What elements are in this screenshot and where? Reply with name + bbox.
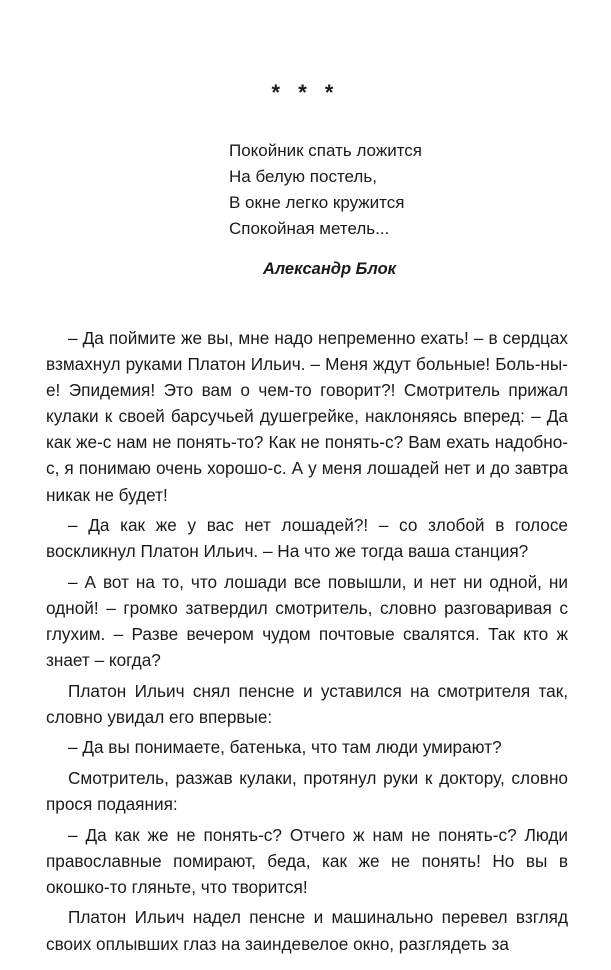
paragraph: – Да как же не понять-с? Отчего ж нам не понять-с? Люди православные помирают, беда, как же не понять! Но вы в окошко-то гляньте, что творится! <box>46 824 568 897</box>
paragraph: – Да поймите же вы, мне надо непременно ехать! – в сердцах взмахнул руками Платон Ильич. – Меня ждут больные! Боль-ны-е! Эпидемия! Это вам о чем-то говорит?! Смотритель прижал кулаки к своей барсучьей душегрейке, наклоняясь вперед: – Да как же-с нам не понять-то? Как не понять-с? Вам ехать надобно-с, я понимаю очень хорошо-с. А у меня лошадей нет и до завтра никак не будет! <box>46 328 568 505</box>
epigraph-poem <box>229 138 422 242</box>
paragraph: Платон Ильич снял пенсне и уставился на смотрителя так, словно увидал его впервые: <box>46 680 568 727</box>
epigraph-line: Спокойная метель... <box>229 219 390 238</box>
section-ornament: * * * <box>271 80 340 105</box>
paragraph: – Да как же у вас нет лошадей?! – со злобой в голосе воскликнул Платон Ильич. – На что же тогда ваша станция? <box>46 515 568 562</box>
epigraph-line: На белую постель, <box>229 167 377 186</box>
epigraph-line: Покойник спать ложится <box>229 141 422 160</box>
paragraph: Смотритель, разжав кулаки, протянул руки к доктору, словно прося подаяния: <box>46 768 568 815</box>
epigraph-author: Александр Блок <box>262 260 397 278</box>
prose-body <box>46 325 568 961</box>
paragraph: – Да вы понимаете, батенька, что там люди умирают? <box>68 737 502 758</box>
epigraph-line: В окне легко кружится <box>229 193 405 212</box>
paragraph: – А вот на то, что лошади все повышли, и нет ни одной, ни одной! – громко затвердил смотритель, словно разговаривая с глухим. – Разве вечером чудом почтовые свалятся. Так кто ж знает – когда? <box>46 571 568 671</box>
paragraph: Платон Ильич надел пенсне и машинально перевел взгляд своих оплывших глаз на заиндевелое окно, разглядеть за <box>46 907 568 954</box>
